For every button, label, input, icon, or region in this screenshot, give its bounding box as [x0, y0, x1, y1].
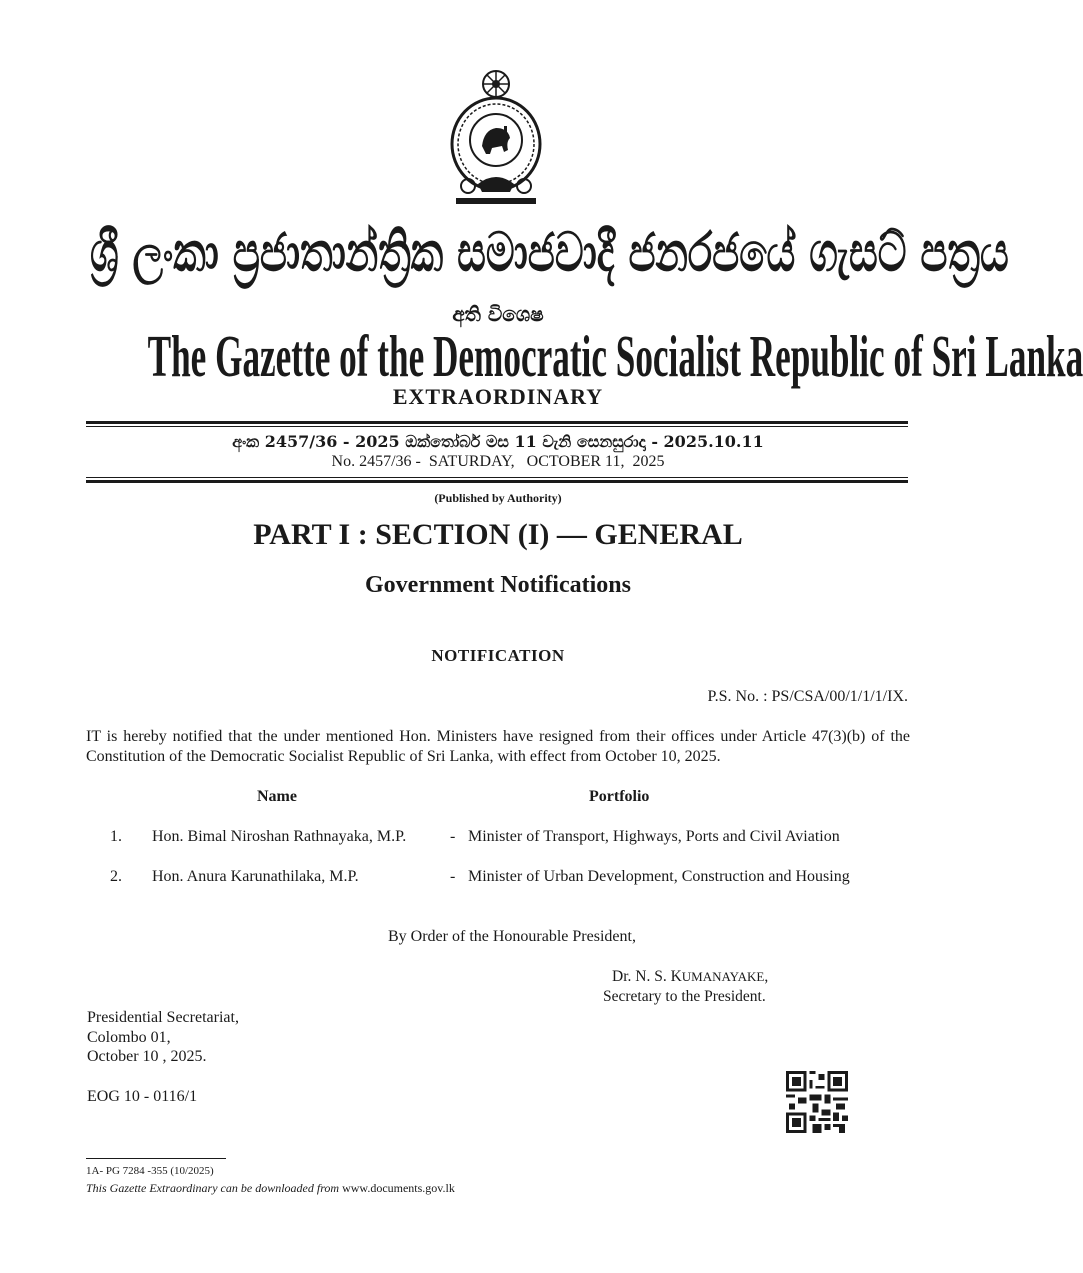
notification-heading: NOTIFICATION: [431, 646, 565, 665]
address-line: October 10 , 2025.: [87, 1048, 207, 1065]
gazette-title-sinhala: ශ්‍රී ලංකා ප්‍රජාතාන්ත්‍රික සමාජවාදී ජනරජයේ ගැසට් පත්‍රය: [90, 222, 1009, 285]
sri-lanka-emblem-icon: [448, 68, 544, 208]
signatory-name-suffix: ,: [764, 968, 769, 985]
download-note-text: This Gazette Extraordinary can be downloaded from: [86, 1181, 340, 1195]
gazette-title-english: The Gazette of the Democratic Socialist Republic of Sri Lanka: [147, 323, 1083, 390]
published-by-authority: (Published by Authority): [434, 491, 562, 505]
download-url-link[interactable]: www.documents.gov.lk: [339, 1181, 455, 1195]
row-dash: -: [450, 828, 456, 845]
print-code: 1A- PG 7284 -355 (10/2025): [86, 1165, 214, 1177]
extraordinary-label-sinhala: අති විශෙෂ: [452, 302, 544, 326]
header-rule-bottom: [86, 480, 908, 483]
column-header-portfolio: Portfolio: [589, 788, 650, 805]
signatory-name: [612, 968, 768, 986]
extraordinary-label: EXTRAORDINARY: [392, 384, 604, 409]
header-rule-top: [86, 421, 908, 424]
issue-number-sinhala: අංක 2457/36 - 2025 ඔක්තෝබර් මස 11 වැනි සෙනසුරාදා - 2025.10.11: [232, 432, 764, 451]
section-subtitle: Government Notifications: [365, 572, 631, 598]
part-title: PART I : SECTION (I) — GENERAL: [253, 518, 743, 551]
issue-number-english: No. 2457/36 - SATURDAY, OCTOBER 11, 2025: [331, 453, 665, 470]
minister-portfolio: Minister of Urban Development, Construction and Housing: [468, 868, 850, 885]
footer-divider: [86, 1158, 226, 1159]
address-line: Presidential Secretariat,: [87, 1009, 239, 1026]
order-line: By Order of the Honourable President,: [388, 928, 636, 945]
qr-code-icon[interactable]: [786, 1071, 848, 1133]
signatory-title: Secretary to the President.: [603, 988, 766, 1005]
minister-name: Hon. Bimal Niroshan Rathnayaka, M.P.: [152, 828, 407, 845]
ps-number: P.S. No. : PS/CSA/00/1/1/1/IX.: [707, 688, 908, 705]
header-rule-top-thin: [86, 426, 908, 427]
eog-number: EOG 10 - 0116/1: [87, 1088, 198, 1105]
minister-name: Hon. Anura Karunathilaka, M.P.: [152, 868, 359, 885]
row-number: 2.: [110, 868, 122, 885]
row-number: 1.: [110, 828, 122, 845]
minister-portfolio: Minister of Transport, Highways, Ports and Civil Aviation: [468, 828, 840, 845]
signatory-name-smallcaps: UMANAYAKE: [681, 969, 765, 984]
row-dash: -: [450, 868, 456, 885]
signatory-name-prefix: Dr. N. S. K: [612, 968, 682, 985]
header-rule-bottom-thin: [86, 477, 908, 478]
download-note: [86, 1181, 455, 1196]
notification-body: IT is hereby notified that the under mentioned Hon. Ministers have resigned from their offices under Article 47(3)(b) of the Constitution of the Democratic Socialist Republic of Sri Lanka, with effect from October 10, 2025.: [86, 728, 910, 765]
column-header-name: Name: [257, 788, 297, 805]
address-line: Colombo 01,: [87, 1029, 171, 1046]
